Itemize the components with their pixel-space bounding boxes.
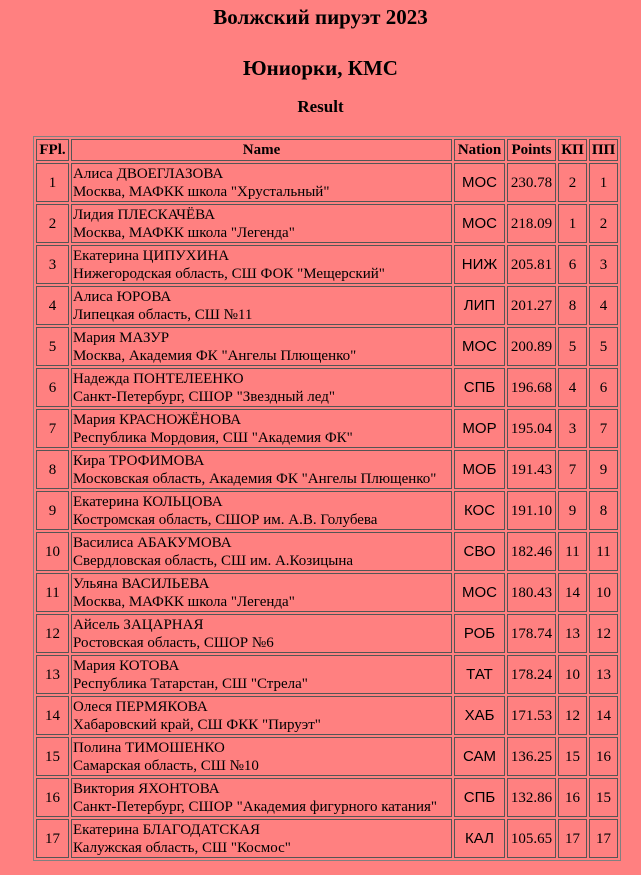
short-program-place-cell: 16 <box>558 778 587 817</box>
points-cell: 191.43 <box>507 450 556 489</box>
points-cell: 105.65 <box>507 819 556 858</box>
free-skating-place-cell: 11 <box>589 532 618 571</box>
short-program-place-cell: 10 <box>558 655 587 694</box>
table-row <box>36 491 618 530</box>
table-row <box>36 204 618 243</box>
short-program-place-cell: 6 <box>558 245 587 284</box>
short-program-place-cell: 17 <box>558 819 587 858</box>
nation-cell: МОС <box>454 163 505 202</box>
skater-cell <box>71 614 452 653</box>
table-row <box>36 286 618 325</box>
column-header-points: Points <box>507 139 556 161</box>
skater-club: Самарская область, СШ №10 <box>73 757 259 774</box>
free-skating-place-cell: 7 <box>589 409 618 448</box>
short-program-place-cell: 15 <box>558 737 587 776</box>
points-cell: 132.86 <box>507 778 556 817</box>
skater-name: Мария КОТОВА <box>73 657 180 674</box>
place-cell: 3 <box>36 245 69 284</box>
place-cell: 9 <box>36 491 69 530</box>
column-header-short-program: КП <box>558 139 587 161</box>
skater-cell <box>71 368 452 407</box>
nation-cell: МОР <box>454 409 505 448</box>
skater-cell <box>71 450 452 489</box>
column-header-free-skating: ПП <box>589 139 618 161</box>
skater-name: Мария КРАСНОЖЁНОВА <box>73 411 242 428</box>
skater-name: Алиса ДВОЕГЛАЗОВА <box>73 165 224 182</box>
short-program-place-cell: 1 <box>558 204 587 243</box>
points-cell: 178.24 <box>507 655 556 694</box>
nation-cell: СПБ <box>454 778 505 817</box>
skater-club: Москва, МАФКК школа "Легенда" <box>73 224 295 241</box>
points-cell: 180.43 <box>507 573 556 612</box>
category-title: Юниорки, КМС <box>243 56 398 80</box>
table-row <box>36 450 618 489</box>
skater-name: Надежда ПОНТЕЛЕЕНКО <box>73 370 244 387</box>
table-row <box>36 614 618 653</box>
skater-name: Виктория ЯХОНТОВА <box>73 780 220 797</box>
competition-title: Волжский пируэт 2023 <box>213 5 428 29</box>
place-cell: 5 <box>36 327 69 366</box>
skater-cell <box>71 655 452 694</box>
short-program-place-cell: 13 <box>558 614 587 653</box>
points-cell: 230.78 <box>507 163 556 202</box>
free-skating-place-cell: 14 <box>589 696 618 735</box>
points-cell: 136.25 <box>507 737 556 776</box>
skater-name: Екатерина КОЛЬЦОВА <box>73 493 223 510</box>
short-program-place-cell: 9 <box>558 491 587 530</box>
place-cell: 17 <box>36 819 69 858</box>
free-skating-place-cell: 6 <box>589 368 618 407</box>
nation-cell: МОБ <box>454 450 505 489</box>
place-cell: 14 <box>36 696 69 735</box>
nation-cell: РОБ <box>454 614 505 653</box>
nation-cell: КАЛ <box>454 819 505 858</box>
free-skating-place-cell: 10 <box>589 573 618 612</box>
nation-cell: СВО <box>454 532 505 571</box>
table-row <box>36 655 618 694</box>
nation-cell: ЛИП <box>454 286 505 325</box>
skater-club: Хабаровский край, СШ ФКК "Пируэт" <box>73 716 321 733</box>
points-cell: 182.46 <box>507 532 556 571</box>
skater-cell <box>71 819 452 858</box>
points-cell: 218.09 <box>507 204 556 243</box>
free-skating-place-cell: 15 <box>589 778 618 817</box>
place-cell: 1 <box>36 163 69 202</box>
points-cell: 195.04 <box>507 409 556 448</box>
skater-club: Москва, Академия ФК "Ангелы Плющенко" <box>73 347 357 364</box>
skater-club: Московская область, Академия ФК "Ангелы Плющенко" <box>73 470 437 487</box>
skater-club: Республика Татарстан, СШ "Стрела" <box>73 675 308 692</box>
results-table <box>33 136 621 861</box>
free-skating-place-cell: 2 <box>589 204 618 243</box>
points-cell: 171.53 <box>507 696 556 735</box>
free-skating-place-cell: 16 <box>589 737 618 776</box>
nation-cell: КОС <box>454 491 505 530</box>
points-cell: 205.81 <box>507 245 556 284</box>
place-cell: 2 <box>36 204 69 243</box>
skater-cell <box>71 737 452 776</box>
nation-cell: НИЖ <box>454 245 505 284</box>
skater-club: Свердловская область, СШ им. А.Козицына <box>73 552 354 569</box>
skater-name: Лидия ПЛЕСКАЧЁВА <box>73 206 216 223</box>
table-row <box>36 573 618 612</box>
table-row <box>36 819 618 858</box>
column-header-name: Name <box>71 139 452 161</box>
points-cell: 196.68 <box>507 368 556 407</box>
skater-name: Екатерина БЛАГОДАТСКАЯ <box>73 821 261 838</box>
skater-club: Санкт-Петербург, СШОР "Звездный лед" <box>73 388 335 405</box>
place-cell: 6 <box>36 368 69 407</box>
place-cell: 13 <box>36 655 69 694</box>
skater-cell <box>71 327 452 366</box>
short-program-place-cell: 12 <box>558 696 587 735</box>
skater-club: Санкт-Петербург, СШОР "Академия фигурного катания" <box>73 798 438 815</box>
skater-club: Ростовская область, СШОР №6 <box>73 634 274 651</box>
skater-club: Липецкая область, СШ №11 <box>73 306 253 323</box>
points-cell: 201.27 <box>507 286 556 325</box>
page-header <box>0 0 641 117</box>
short-program-place-cell: 8 <box>558 286 587 325</box>
skater-cell <box>71 573 452 612</box>
place-cell: 8 <box>36 450 69 489</box>
free-skating-place-cell: 3 <box>589 245 618 284</box>
place-cell: 7 <box>36 409 69 448</box>
free-skating-place-cell: 8 <box>589 491 618 530</box>
column-header-place: FPl. <box>36 139 69 161</box>
skater-name: Кира ТРОФИМОВА <box>73 452 205 469</box>
skater-cell <box>71 204 452 243</box>
skater-cell <box>71 409 452 448</box>
short-program-place-cell: 14 <box>558 573 587 612</box>
nation-cell: ХАБ <box>454 696 505 735</box>
skater-name: Василиса АБАКУМОВА <box>73 534 232 551</box>
skater-name: Алиса ЮРОВА <box>73 288 172 305</box>
points-cell: 191.10 <box>507 491 556 530</box>
place-cell: 10 <box>36 532 69 571</box>
place-cell: 16 <box>36 778 69 817</box>
skater-cell <box>71 286 452 325</box>
short-program-place-cell: 4 <box>558 368 587 407</box>
skater-name: Екатерина ЦИПУХИНА <box>73 247 230 264</box>
table-row <box>36 696 618 735</box>
short-program-place-cell: 7 <box>558 450 587 489</box>
free-skating-place-cell: 12 <box>589 614 618 653</box>
short-program-place-cell: 11 <box>558 532 587 571</box>
skater-club: Москва, МАФКК школа "Хрустальный" <box>73 183 330 200</box>
nation-cell: МОС <box>454 204 505 243</box>
results-body <box>36 163 618 858</box>
place-cell: 11 <box>36 573 69 612</box>
result-subtitle: Result <box>297 97 344 116</box>
nation-cell: ТАТ <box>454 655 505 694</box>
skater-name: Айсель ЗАЦАРНАЯ <box>73 616 204 633</box>
skater-club: Нижегородская область, СШ ФОК "Мещерский" <box>73 265 385 282</box>
free-skating-place-cell: 9 <box>589 450 618 489</box>
free-skating-place-cell: 4 <box>589 286 618 325</box>
table-row <box>36 409 618 448</box>
table-header-row <box>36 139 618 161</box>
points-cell: 200.89 <box>507 327 556 366</box>
nation-cell: СПБ <box>454 368 505 407</box>
skater-name: Полина ТИМОШЕНКО <box>73 739 225 756</box>
table-row <box>36 532 618 571</box>
skater-club: Республика Мордовия, СШ "Академия ФК" <box>73 429 353 446</box>
skater-cell <box>71 532 452 571</box>
skater-name: Олеся ПЕРМЯКОВА <box>73 698 208 715</box>
table-row <box>36 737 618 776</box>
place-cell: 12 <box>36 614 69 653</box>
free-skating-place-cell: 13 <box>589 655 618 694</box>
free-skating-place-cell: 5 <box>589 327 618 366</box>
skater-name: Мария МАЗУР <box>73 329 170 346</box>
nation-cell: САМ <box>454 737 505 776</box>
table-row <box>36 368 618 407</box>
skater-club: Костромская область, СШОР им. А.В. Голубева <box>73 511 378 528</box>
short-program-place-cell: 2 <box>558 163 587 202</box>
short-program-place-cell: 3 <box>558 409 587 448</box>
skater-cell <box>71 778 452 817</box>
nation-cell: МОС <box>454 327 505 366</box>
place-cell: 4 <box>36 286 69 325</box>
table-row <box>36 778 618 817</box>
skater-club: Москва, МАФКК школа "Легенда" <box>73 593 295 610</box>
table-row <box>36 163 618 202</box>
skater-club: Калужская область, СШ "Космос" <box>73 839 291 856</box>
skater-cell <box>71 696 452 735</box>
table-row <box>36 245 618 284</box>
table-row <box>36 327 618 366</box>
free-skating-place-cell: 17 <box>589 819 618 858</box>
nation-cell: МОС <box>454 573 505 612</box>
skater-cell <box>71 491 452 530</box>
skater-name: Ульяна ВАСИЛЬЕВА <box>73 575 210 592</box>
short-program-place-cell: 5 <box>558 327 587 366</box>
column-header-nation: Nation <box>454 139 505 161</box>
place-cell: 15 <box>36 737 69 776</box>
points-cell: 178.74 <box>507 614 556 653</box>
free-skating-place-cell: 1 <box>589 163 618 202</box>
skater-cell <box>71 245 452 284</box>
skater-cell <box>71 163 452 202</box>
